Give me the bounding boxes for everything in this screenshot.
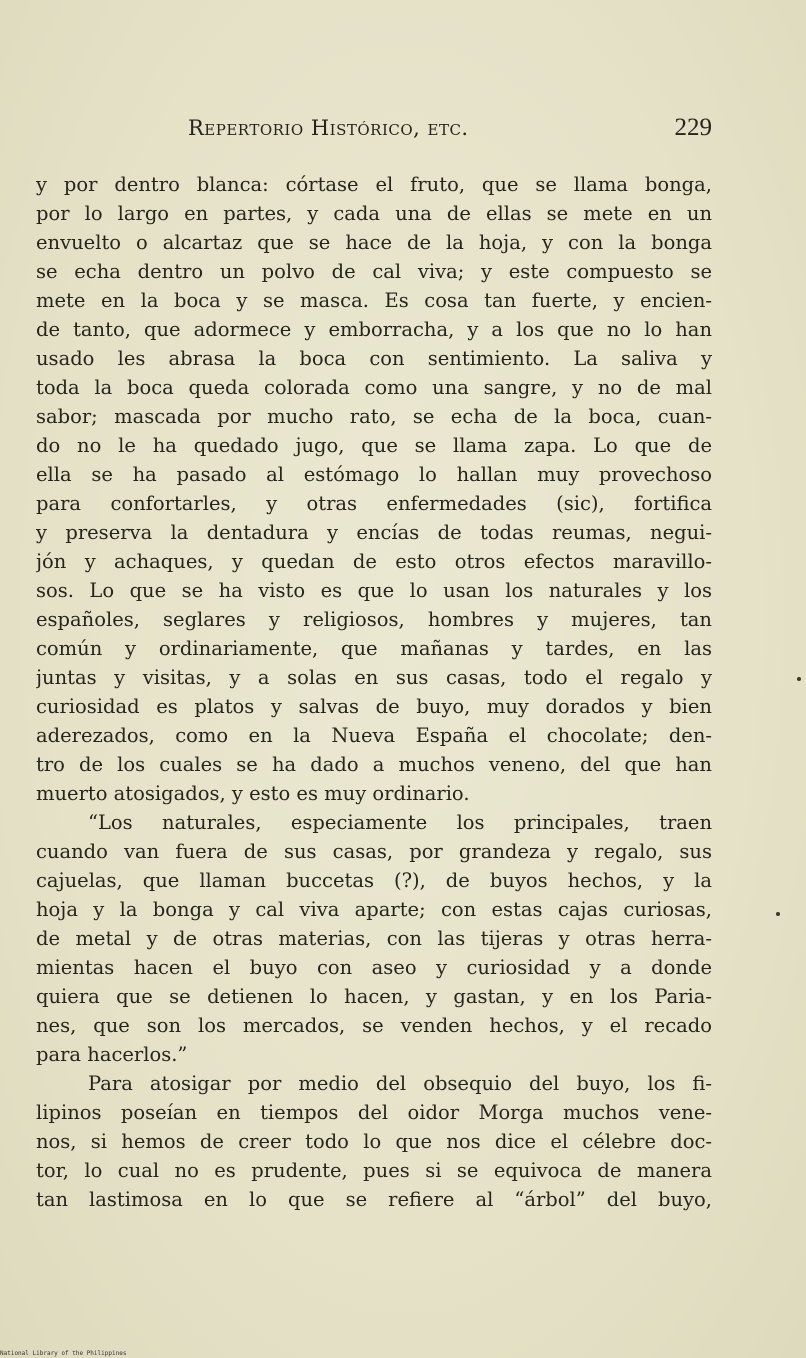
text-line: cuando van fuera de sus casas, por grandeza y regalo, sus (36, 840, 712, 863)
text-line: aderezados, como en la Nueva España el chocolate; den- (36, 724, 712, 747)
text-line: para confortarles, y otras enfermedades (sic), fortifica (36, 492, 712, 515)
text-line: curiosidad es platos y salvas de buyo, muy dorados y bien (36, 695, 712, 718)
text-line: lipinos poseían en tiempos del oidor Morga muchos vene- (36, 1101, 712, 1124)
text-line: para hacerlos.” (36, 1043, 188, 1066)
text-line: por lo largo en partes, y cada una de ellas se mete en un (36, 202, 712, 225)
text-line: tor, lo cual no es prudente, pues si se equivoca de manera (36, 1159, 712, 1182)
text-line: cajuelas, que llaman buccetas (?), de buyos hechos, y la (36, 869, 712, 892)
text-line: mete en la boca y se masca. Es cosa tan fuerte, y encien- (36, 289, 712, 312)
text-line: de metal y de otras materias, con las tijeras y otras herra- (36, 927, 712, 950)
body-text (36, 170, 712, 1214)
text-line: se echa dentro un polvo de cal viva; y este compuesto se (36, 260, 712, 283)
text-line: “Los naturales, especiamente los principales, traen (88, 811, 712, 834)
text-line: Para atosigar por medio del obsequio del buyo, los fi- (88, 1072, 712, 1095)
text-line: común y ordinariamente, que mañanas y tardes, en las (36, 637, 712, 660)
text-line: y por dentro blanca: córtase el fruto, que se llama bonga, (36, 173, 712, 196)
text-line: nos, si hemos de creer todo lo que nos dice el célebre doc- (36, 1130, 712, 1153)
text-line: jón y achaques, y quedan de esto otros efectos maravillo- (36, 550, 712, 573)
text-line: juntas y visitas, y a solas en sus casas, todo el regalo y (36, 666, 712, 689)
text-line: sos. Lo que se ha visto es que lo usan los naturales y los (36, 579, 712, 602)
text-line: usado les abrasa la boca con sentimiento. La saliva y (36, 347, 712, 370)
running-head: Repertorio Histórico, etc. (188, 116, 469, 140)
page-header (36, 113, 712, 153)
stray-ink-mark (776, 912, 780, 916)
stray-ink-mark (797, 677, 801, 681)
text-line: muerto atosigados, y esto es muy ordinario. (36, 782, 470, 805)
text-line: mientas hacen el buyo con aseo y curiosidad y a donde (36, 956, 712, 979)
scan-credit: National Library of the Philippines (0, 1350, 127, 1357)
text-line: quiera que se detienen lo hacen, y gastan, y en los Paria- (36, 985, 712, 1008)
text-line: sabor; mascada por mucho rato, se echa de la boca, cuan- (36, 405, 712, 428)
text-line: tan lastimosa en lo que se refiere al “árbol” del buyo, (36, 1188, 712, 1211)
text-line: tro de los cuales se ha dado a muchos veneno, del que han (36, 753, 712, 776)
text-line: y preserva la dentadura y encías de todas reumas, negui- (36, 521, 712, 544)
text-line: españoles, seglares y religiosos, hombres y mujeres, tan (36, 608, 712, 631)
page-number: 229 (674, 114, 712, 141)
text-line: ella se ha pasado al estómago lo hallan muy provechoso (36, 463, 712, 486)
text-line: nes, que son los mercados, se venden hechos, y el recado (36, 1014, 712, 1037)
text-line: toda la boca queda colorada como una sangre, y no de mal (36, 376, 712, 399)
text-line: do no le ha quedado jugo, que se llama zapa. Lo que de (36, 434, 712, 457)
text-line: de tanto, que adormece y emborracha, y a los que no lo han (36, 318, 712, 341)
text-line: envuelto o alcartaz que se hace de la hoja, y con la bonga (36, 231, 712, 254)
text-line: hoja y la bonga y cal viva aparte; con estas cajas curiosas, (36, 898, 712, 921)
